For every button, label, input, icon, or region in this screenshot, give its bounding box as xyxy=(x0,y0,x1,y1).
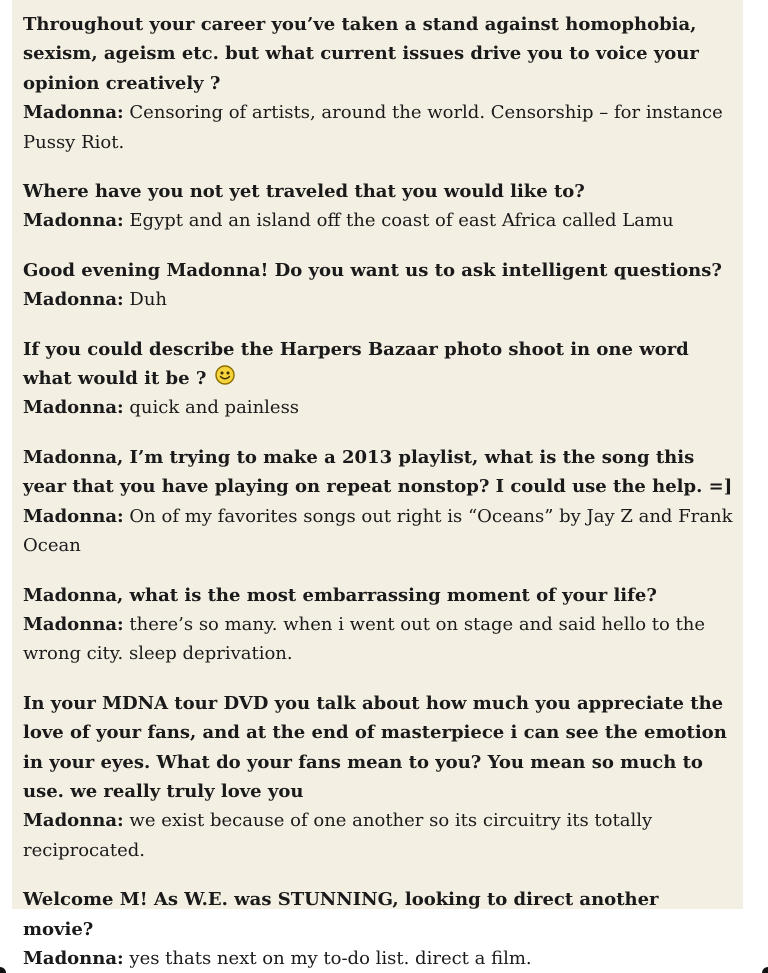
answer-text: Duh xyxy=(129,289,168,311)
answer xyxy=(23,98,733,157)
qa-item xyxy=(23,689,733,865)
qa-item xyxy=(23,885,733,973)
answer-text: Censoring of artists, around the world. Censorship – for instance Pussy Riot. xyxy=(23,102,723,153)
question-text: Madonna, what is the most embarrassing moment of your life? xyxy=(23,584,657,606)
answer xyxy=(23,285,733,314)
speaker-label: Madonna: xyxy=(23,947,124,969)
answer xyxy=(23,502,733,561)
question-text: In your MDNA tour DVD you talk about how much you appreciate the love of your fans, and at the end of masterpiece i can see the emotion in your eyes. What do your fans mean to you? You mean so much to use. we really truly love you xyxy=(23,692,727,802)
question-text: Good evening Madonna! Do you want us to ask intelligent questions? xyxy=(23,259,722,281)
speaker-label: Madonna: xyxy=(23,505,124,527)
answer-text: On of my favorites songs out right is “Oceans” by Jay Z and Frank Ocean xyxy=(23,505,733,557)
answer-text: yes thats next on my to-do list. direct a film. xyxy=(129,947,532,969)
question-text: Madonna, I’m trying to make a 2013 playlist, what is the song this year that you have playing on repeat nonstop? I could use the help. =] xyxy=(23,446,733,498)
answer-text: Egypt and an island off the coast of east Africa called Lamu xyxy=(129,210,674,232)
question xyxy=(23,335,733,394)
question-text: If you could describe the Harpers Bazaar photo shoot in one word what would it be ? xyxy=(23,338,689,390)
qa-item xyxy=(23,177,733,236)
qa-item xyxy=(23,10,733,157)
answer xyxy=(23,806,733,865)
answer-text: we exist because of one another so its circuitry its totally reciprocated. xyxy=(23,810,653,861)
question-text: Welcome M! As W.E. was STUNNING, looking to direct another movie? xyxy=(23,889,659,940)
screen-corner xyxy=(762,967,768,973)
qa-item xyxy=(23,581,733,669)
answer xyxy=(23,206,733,235)
speaker-label: Madonna: xyxy=(23,289,124,311)
speaker-label: Madonna: xyxy=(23,810,124,832)
answer xyxy=(23,610,733,669)
smiley-icon xyxy=(215,365,235,385)
speaker-label: Madonna: xyxy=(23,613,124,635)
interview-article xyxy=(12,0,743,969)
answer xyxy=(23,393,733,422)
screen-corner xyxy=(0,967,6,973)
speaker-label: Madonna: xyxy=(23,210,124,232)
qa-item xyxy=(23,256,733,315)
qa-item xyxy=(23,335,733,423)
answer xyxy=(23,944,733,973)
question-text: Throughout your career you’ve taken a stand against homophobia, sexism, ageism etc. but what current issues drive you to voice your opinion creatively ? xyxy=(23,14,699,94)
question-text: Where have you not yet traveled that you would like to? xyxy=(23,181,585,203)
answer-text: quick and painless xyxy=(129,397,300,419)
qa-item xyxy=(23,443,733,561)
answer-text: there’s so many. when i went out on stage and said hello to the wrong city. sleep deprivation. xyxy=(23,613,706,665)
qa-list xyxy=(12,0,743,973)
speaker-label: Madonna: xyxy=(23,102,124,124)
page-margin xyxy=(0,0,12,909)
speaker-label: Madonna: xyxy=(23,397,124,419)
